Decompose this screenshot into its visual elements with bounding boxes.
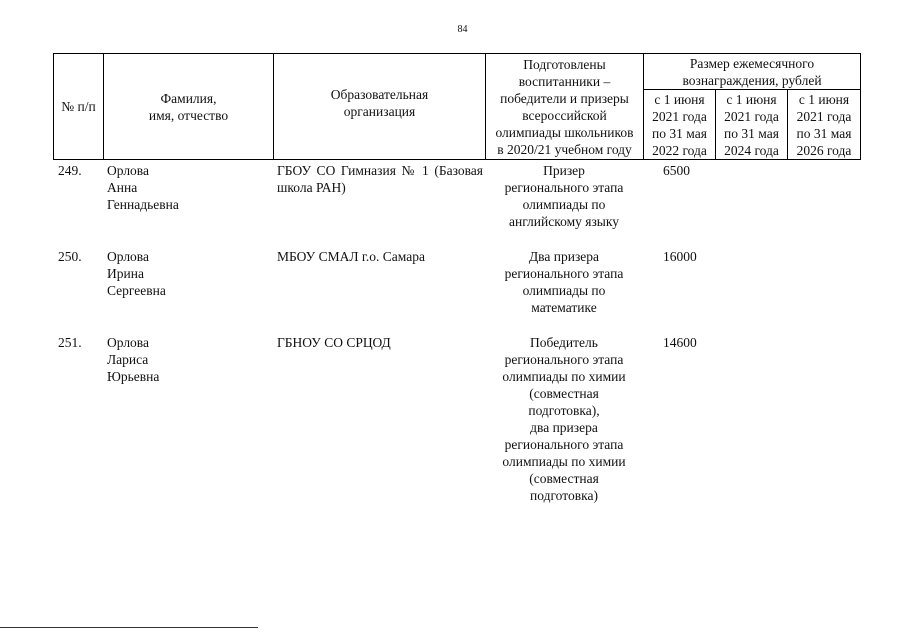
row-full-name: Орлова Ирина Сергеевна (107, 249, 166, 298)
row-full-name: Орлова Анна Геннадьевна (107, 163, 179, 212)
header-organization: Образовательная организация (274, 54, 486, 160)
row-organization: ГБНОУ СО СРЦОД (277, 335, 391, 350)
row-amount: 16000 (663, 249, 697, 264)
header-number: № п/п (54, 54, 104, 160)
header-period-2026: с 1 июня 2021 года по 31 мая 2026 года (788, 90, 861, 160)
row-number: 250. (58, 249, 82, 264)
row-organization: ГБОУ СО Гимназия № 1 (Базовая школа РАН) (277, 163, 483, 195)
scan-edge-line (0, 627, 258, 628)
row-number: 249. (58, 163, 82, 178)
row-full-name: Орлова Лариса Юрьевна (107, 335, 160, 384)
header-full-name: Фамилия, имя, отчество (104, 54, 274, 160)
header-prepared-winners: Подготовлены воспитанники – победители и призеры всероссийской олимпиады школьников в 2020/21 учебном году (486, 54, 644, 160)
row-amount: 6500 (663, 163, 690, 178)
row-prepared-winners: Победитель регионального этапа олимпиады по химии (совместная подготовка), два призера регионального этапа олимпиады по химии (совместная подготовка) (502, 335, 626, 503)
row-prepared-winners: Два призера регионального этапа олимпиады по математике (504, 249, 624, 315)
row-amount: 14600 (663, 335, 697, 350)
header-payment-size: Размер ежемесячного вознаграждения, рублей (644, 54, 861, 90)
row-organization: МБОУ СМАЛ г.о. Самара (277, 249, 425, 264)
header-period-2022: с 1 июня 2021 года по 31 мая 2022 года (644, 90, 716, 160)
page-number: 84 (457, 24, 468, 35)
table-header (53, 53, 861, 160)
row-prepared-winners: Призер регионального этапа олимпиады по английскому языку (504, 163, 624, 229)
header-period-2024: с 1 июня 2021 года по 31 мая 2024 года (716, 90, 788, 160)
row-number: 251. (58, 335, 82, 350)
